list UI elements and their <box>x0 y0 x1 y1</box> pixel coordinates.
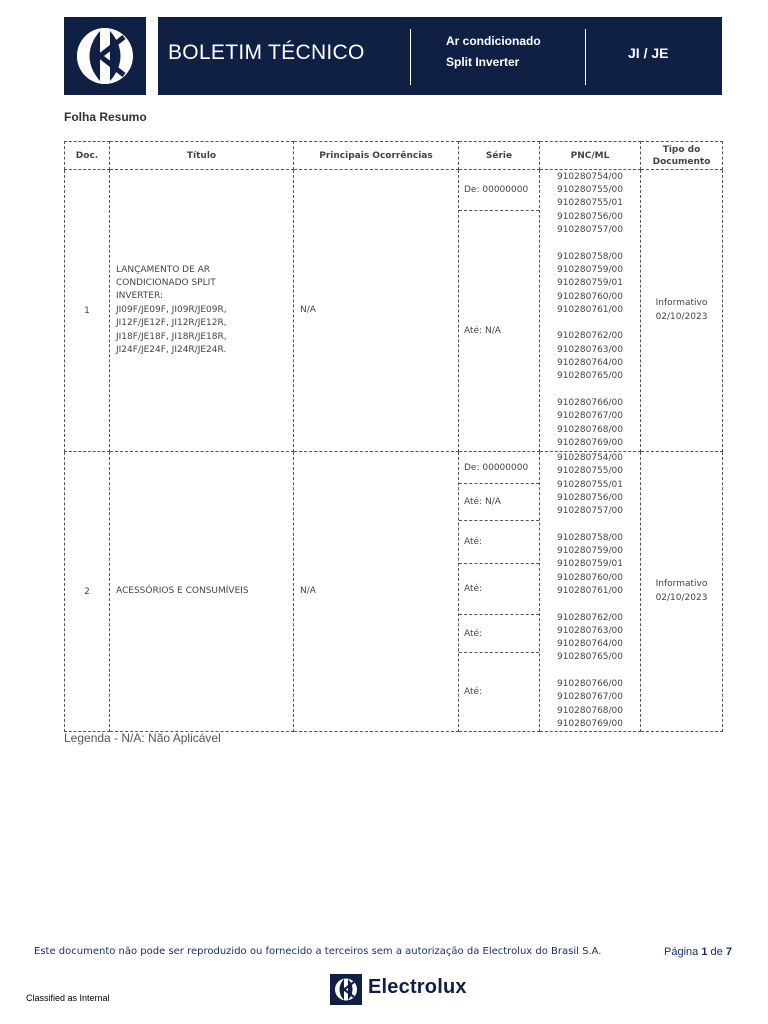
pnc-code: 910280766/00 <box>556 397 624 408</box>
pnc-code: 910280755/00 <box>556 466 624 477</box>
pnc-code: 910280754/00 <box>556 171 624 182</box>
product-line: Split Inverter <box>446 55 520 69</box>
header-ocorrencias: Principais Ocorrências <box>294 142 459 170</box>
pnc-code: 910280760/00 <box>556 572 624 583</box>
table-header-row <box>65 142 723 170</box>
pnc-code: 910280759/00 <box>556 546 624 557</box>
page-of: de <box>710 946 723 958</box>
pnc-code: 910280754/00 <box>556 453 624 463</box>
header-divider <box>585 29 586 85</box>
legend: Legenda - N/A: Não Aplicável <box>64 731 221 745</box>
doc-title <box>110 452 294 732</box>
pnc-code: 910280769/00 <box>556 718 624 729</box>
serie-to: Até: <box>459 615 539 653</box>
tipo-label: Informativo <box>655 298 708 309</box>
pnc-code: 910280758/00 <box>556 251 624 262</box>
pnc-code: 910280765/00 <box>556 371 624 382</box>
header-tipo <box>641 142 723 170</box>
pnc-code: 910280768/00 <box>556 424 624 435</box>
title-line: JI18F/JE18F, JI18R/JE18R, <box>116 331 227 342</box>
ocorrencias: N/A <box>294 170 459 452</box>
pnc-code: 910280761/00 <box>556 585 624 596</box>
page-current: 1 <box>701 946 708 958</box>
tipo-documento <box>641 170 723 452</box>
serie-to: Até: <box>464 687 483 698</box>
title-line: ACESSÓRIOS E CONSUMÍVEIS <box>116 585 249 596</box>
pnc-code: 910280766/00 <box>556 679 624 690</box>
pnc-code: 910280769/00 <box>556 437 624 448</box>
header-serie: Série <box>459 142 540 170</box>
pnc-code: 910280761/00 <box>556 304 624 315</box>
pnc-code: 910280767/00 <box>556 692 624 703</box>
pnc-code: 910280759/00 <box>556 264 624 275</box>
pnc-gap <box>540 384 640 397</box>
pnc-code: 910280755/01 <box>556 479 624 490</box>
tipo-date: 02/10/2023 <box>655 592 708 603</box>
pnc-gap <box>540 518 640 531</box>
page-prefix: Página <box>664 946 699 958</box>
pnc-code: 910280764/00 <box>556 358 624 369</box>
electrolux-logo-icon <box>330 974 362 1005</box>
serie-to: Até: <box>459 521 539 564</box>
doc-number: 1 <box>65 170 110 452</box>
page-number <box>664 946 732 958</box>
pnc-code: 910280762/00 <box>556 331 624 342</box>
doc-title <box>110 170 294 452</box>
pnc-code: 910280758/00 <box>556 532 624 543</box>
pnc-gap <box>540 237 640 250</box>
title-line: LANÇAMENTO DE AR <box>116 264 211 275</box>
ocorrencias: N/A <box>294 452 459 732</box>
pnc-code: 910280757/00 <box>556 506 624 517</box>
title-line: JI24F/JE24F, JI24R/JE24R. <box>116 345 227 356</box>
serie-from: De: 00000000 <box>459 170 539 211</box>
pnc-code: 910280756/00 <box>556 492 624 503</box>
serie-cell <box>459 452 540 732</box>
header-bar <box>158 17 722 95</box>
summary-table <box>64 141 723 732</box>
pnc-code: 910280762/00 <box>556 612 624 623</box>
pnc-code: 910280763/00 <box>556 625 624 636</box>
pnc-code: 910280756/00 <box>556 211 624 222</box>
doc-number: 2 <box>65 452 110 732</box>
pnc-code: 910280765/00 <box>556 652 624 663</box>
header-doc: Doc. <box>65 142 110 170</box>
serie-to: Até: N/A <box>464 326 501 336</box>
tipo-documento <box>641 452 723 732</box>
document-title: BOLETIM TÉCNICO <box>168 41 365 64</box>
serie-cell <box>459 170 540 452</box>
tipo-label: Informativo <box>655 579 708 590</box>
pnc-gap <box>540 598 640 611</box>
pnc-list <box>540 452 641 732</box>
pnc-gap <box>540 665 640 678</box>
header-divider <box>410 29 411 85</box>
brand-name: Electrolux <box>368 976 467 998</box>
header-tipo-line1: Tipo do <box>662 144 701 155</box>
page-total: 7 <box>725 946 732 958</box>
classification-label: Classified as Internal <box>26 993 110 1003</box>
pnc-code: 910280759/01 <box>556 278 624 289</box>
pnc-code: 910280757/00 <box>556 225 624 236</box>
serie-to: Até: N/A <box>459 484 539 521</box>
pnc-code: 910280755/01 <box>556 198 624 209</box>
pnc-gap <box>540 317 640 330</box>
electrolux-logo-icon <box>64 17 146 95</box>
serie-from: De: 00000000 <box>459 452 539 484</box>
title-line: CONDICIONADO SPLIT <box>116 277 216 288</box>
header-tipo-line2: Documento <box>652 156 711 167</box>
pnc-code: 910280767/00 <box>556 411 624 422</box>
table-row <box>65 452 723 732</box>
header-pnc: PNC/ML <box>540 142 641 170</box>
pnc-code: 910280763/00 <box>556 344 624 355</box>
product-type: Ar condicionado <box>446 34 541 48</box>
title-line: JI12F/JE12F, JI12R/JE12R, <box>116 318 227 329</box>
section-title: Folha Resumo <box>64 110 147 124</box>
serie-to: Até: <box>459 564 539 615</box>
tipo-date: 02/10/2023 <box>655 311 708 322</box>
pnc-code: 910280759/01 <box>556 559 624 570</box>
footer-disclaimer: Este documento não pode ser reproduzido ou fornecido a terceiros sem a autorização da Electrolux do Brasil S.A. <box>34 946 602 957</box>
title-line: JI09F/JE09F, JI09R/JE09R, <box>116 304 227 315</box>
title-line: INVERTER: <box>116 291 164 302</box>
pnc-code: 910280764/00 <box>556 639 624 650</box>
pnc-list <box>540 170 641 452</box>
table-row <box>65 170 723 452</box>
header-titulo: Título <box>110 142 294 170</box>
pnc-code: 910280760/00 <box>556 291 624 302</box>
pnc-code: 910280768/00 <box>556 705 624 716</box>
pnc-code: 910280755/00 <box>556 185 624 196</box>
model-code: JI / JE <box>628 45 669 61</box>
